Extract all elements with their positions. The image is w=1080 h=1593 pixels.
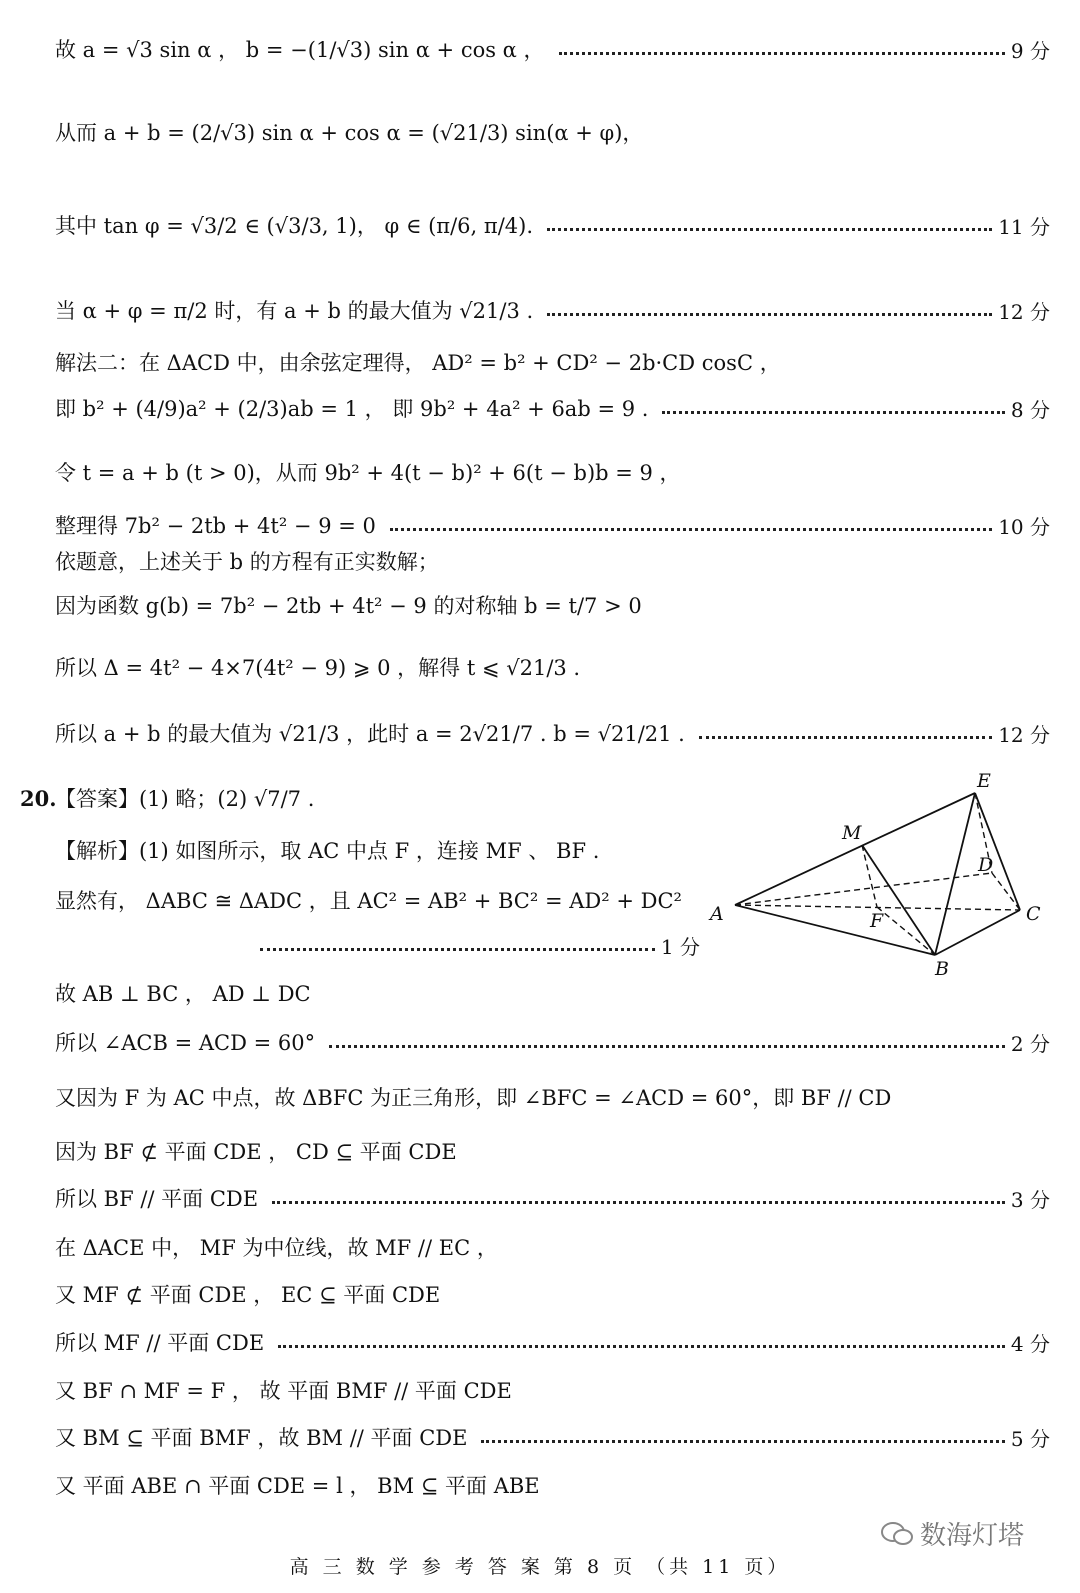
label-F: F xyxy=(870,910,884,932)
solution-line-10 xyxy=(55,585,1050,625)
solution-line-9 xyxy=(55,541,1050,581)
solution-line-12 xyxy=(55,713,1050,753)
line-text: 又 平面 ABE ∩ 平面 CDE = l ， BM ⊆ 平面 ABE xyxy=(55,1474,540,1498)
dot-leader xyxy=(662,411,1004,414)
score-label: 8 分 xyxy=(1010,397,1050,422)
edge-AE xyxy=(735,793,975,905)
proof-line-1 xyxy=(55,973,1050,1013)
line-text: 故 a = √3 sin α ， b = −(1/√3) sin α + cos α ， xyxy=(55,38,545,62)
label-D: D xyxy=(978,854,994,876)
line-text: 从而 a + b = (2/√3) sin α + cos α = (√21/3) sin(α + φ)， xyxy=(55,121,644,145)
score-label: 2 分 xyxy=(1010,1031,1050,1056)
page-footer: 高 三 数 学 参 考 答 案 第 8 页 （共 11 页） xyxy=(289,1556,791,1578)
line-text: 因为函数 g(b) = 7b² − 2tb + 4t² − 9 的对称轴 b = t/7 > 0 xyxy=(55,594,642,618)
analysis-text: 【解析】(1) 如图所示，取 AC 中点 F ，连接 MF 、 BF . xyxy=(55,839,600,863)
dot-leader xyxy=(278,1345,1005,1348)
line-text: 其中 tan φ = √3/2 ∈ (√3/3, 1)， φ ∈ (π/6, π/4). xyxy=(55,214,533,238)
dot-leader xyxy=(547,313,992,316)
proof-line-2 xyxy=(55,1022,1050,1062)
line-text: 又 BF ∩ MF = F ， 故 平面 BMF // 平面 CDE xyxy=(55,1379,512,1403)
proof-line-6 xyxy=(55,1227,1050,1267)
label-B: B xyxy=(935,958,949,980)
line-text: 所以 BF // 平面 CDE xyxy=(55,1187,259,1211)
solution-line-5 xyxy=(55,342,1050,382)
edge-DC-dashed xyxy=(992,873,1020,910)
line-text: 解法二：在 ΔACD 中，由余弦定理得， AD² = b² + CD² − 2b·CD cosC ， xyxy=(55,351,781,375)
proof-line-3 xyxy=(55,1077,1050,1117)
line-text: 所以 ∠ACB = ACD = 60° xyxy=(55,1031,316,1055)
answer-line xyxy=(55,778,700,818)
edge-AD-dashed xyxy=(735,873,992,905)
line-text: 故 AB ⊥ BC ， AD ⊥ DC xyxy=(55,982,311,1006)
edge-MF-dashed xyxy=(862,845,877,907)
question-number: 20. xyxy=(20,786,57,811)
line-text: 又因为 F 为 AC 中点，故 ΔBFC 为正三角形，即 ∠BFC = ∠ACD = 60°，即 BF // CD xyxy=(55,1086,892,1110)
proof-line-9 xyxy=(55,1370,1050,1410)
edge-MB xyxy=(862,845,935,955)
answer-text: 【答案】(1) 略；(2) √7/7 . xyxy=(55,787,315,811)
solution-line-2 xyxy=(55,112,1050,152)
line-text: 令 t = a + b (t > 0)，从而 9b² + 4(t − b)² + 6(t − b)b = 9 ， xyxy=(55,461,681,485)
solution-line-4 xyxy=(55,290,1050,330)
edge-AB xyxy=(735,905,935,955)
score-label: 12 分 xyxy=(998,299,1050,324)
score-label: 1 分 xyxy=(660,934,700,959)
dot-leader xyxy=(559,52,1005,55)
analysis-line xyxy=(55,830,700,870)
label-E: E xyxy=(977,770,991,792)
solution-line-1 xyxy=(55,29,1050,69)
label-C: C xyxy=(1026,903,1041,925)
line-text: 又 MF ⊄ 平面 CDE ， EC ⊆ 平面 CDE xyxy=(55,1283,441,1307)
line-text: 所以 MF // 平面 CDE xyxy=(55,1331,265,1355)
edge-EC xyxy=(975,793,1020,910)
watermark-text: 数海灯塔 xyxy=(920,1521,1025,1551)
score-label: 12 分 xyxy=(998,722,1050,747)
dot-leader xyxy=(272,1201,1005,1204)
score-1-line xyxy=(260,925,700,965)
score-label: 10 分 xyxy=(998,514,1050,539)
proof-line-10 xyxy=(55,1417,1050,1457)
line-text: 在 ΔACE 中， MF 为中位线，故 MF // EC ， xyxy=(55,1236,498,1260)
score-label: 9 分 xyxy=(1010,38,1050,63)
congruent-text: 显然有， ΔABC ≅ ΔADC ，且 AC² = AB² + BC² = AD² + DC² xyxy=(55,889,682,913)
score-label: 5 分 xyxy=(1010,1426,1050,1451)
solution-line-7 xyxy=(55,452,1050,492)
dot-leader xyxy=(260,948,655,951)
edge-BC xyxy=(935,910,1020,955)
solution-line-3 xyxy=(55,205,1050,245)
pyramid-figure xyxy=(700,765,1060,990)
dot-leader xyxy=(699,736,992,739)
line-text: 整理得 7b² − 2tb + 4t² − 9 = 0 xyxy=(55,514,376,538)
proof-line-11 xyxy=(55,1465,1050,1505)
line-text: 因为 BF ⊄ 平面 CDE ， CD ⊆ 平面 CDE xyxy=(55,1140,457,1164)
dot-leader xyxy=(329,1045,1005,1048)
score-label: 3 分 xyxy=(1010,1187,1050,1212)
line-text: 所以 a + b 的最大值为 √21/3 ，此时 a = 2√21/7 . b = √21/21 . xyxy=(55,722,685,746)
watermark xyxy=(880,1515,1024,1552)
score-label: 11 分 xyxy=(998,214,1050,239)
line-text: 即 b² + (4/9)a² + (2/3)ab = 1 ， 即 9b² + 4a² + 6ab = 9 . xyxy=(55,397,649,421)
line-text: 依题意，上述关于 b 的方程有正实数解； xyxy=(55,550,439,574)
label-A: A xyxy=(710,903,724,925)
solution-line-8 xyxy=(55,505,1050,545)
label-M: M xyxy=(842,822,862,844)
dot-leader xyxy=(481,1440,1004,1443)
proof-line-4 xyxy=(55,1131,1050,1171)
congruent-line xyxy=(55,880,700,920)
dot-leader xyxy=(547,228,992,231)
line-text: 所以 Δ = 4t² − 4×7(4t² − 9) ⩾ 0 ，解得 t ⩽ √21/3 . xyxy=(55,656,581,680)
solution-line-11 xyxy=(55,647,1050,687)
proof-line-8 xyxy=(55,1322,1050,1362)
solution-line-6 xyxy=(55,388,1050,428)
line-text: 又 BM ⊆ 平面 BMF ，故 BM // 平面 CDE xyxy=(55,1426,468,1450)
proof-line-7 xyxy=(55,1274,1050,1314)
chat-bubble-icon xyxy=(880,1520,914,1548)
proof-line-5 xyxy=(55,1178,1050,1218)
score-label: 4 分 xyxy=(1010,1331,1050,1356)
dot-leader xyxy=(390,528,992,531)
edge-EB xyxy=(935,793,975,955)
line-text: 当 α + φ = π/2 时，有 a + b 的最大值为 √21/3 . xyxy=(55,299,534,323)
